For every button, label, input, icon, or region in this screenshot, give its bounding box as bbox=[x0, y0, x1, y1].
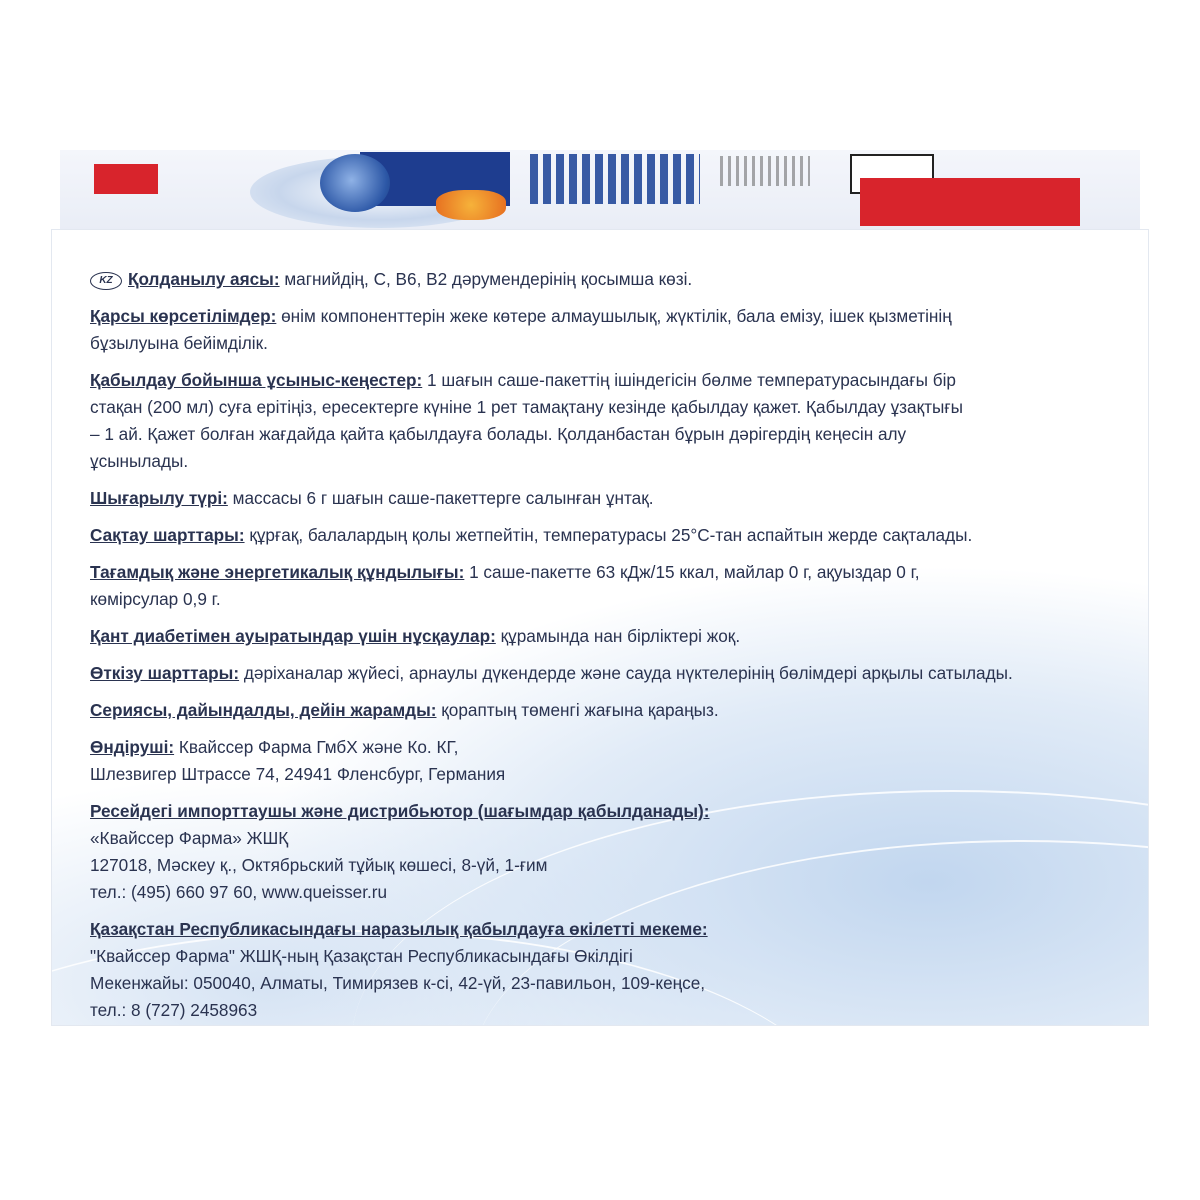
paragraph-line: – 1 ай. Қажет болған жағдайда қайта қабылдауға болады. Қолданбастан бұрын дәрігердің кеңесін алу bbox=[90, 424, 907, 444]
top-orange-image bbox=[436, 190, 506, 220]
paragraph-label: Қант диабетімен ауыратындар үшін нұсқаулар: bbox=[90, 626, 496, 646]
paragraph-text: құрамында нан бірліктері жоқ. bbox=[495, 626, 741, 646]
info-paragraph bbox=[90, 485, 1120, 512]
paragraph-text: Квайссер Фарма ГмбХ және Ко. КГ, bbox=[174, 737, 459, 757]
paragraph-line bbox=[90, 485, 1120, 512]
box-top-face bbox=[60, 150, 1140, 230]
top-red-panel bbox=[860, 178, 1080, 226]
info-paragraph bbox=[90, 734, 1120, 788]
info-paragraph bbox=[90, 266, 1120, 293]
paragraph-label: Өндіруші: bbox=[90, 737, 175, 757]
kz-badge: KZ bbox=[90, 272, 122, 290]
top-small-text bbox=[720, 156, 810, 186]
paragraph-label: Қабылдау бойынша ұсыныс-кеңестер: bbox=[90, 370, 423, 390]
paragraph-text: өнім компоненттерін жеке көтере алмаушылық, жүктілік, бала емізу, ішек қызметінің bbox=[276, 306, 952, 326]
paragraph-text: магнийдің, С, В6, В2 дәрумендерінің қосымша көзі. bbox=[279, 269, 693, 289]
paragraph-line bbox=[90, 266, 1120, 293]
paragraph-line bbox=[90, 367, 1120, 394]
paragraph-line: тел.: (495) 660 97 60, www.queisser.ru bbox=[90, 882, 388, 902]
top-red-label bbox=[94, 164, 158, 194]
info-paragraph bbox=[90, 660, 1120, 687]
paragraph-line: ұсынылады. bbox=[90, 451, 189, 471]
paragraph-label: Шығарылу түрі: bbox=[90, 488, 228, 508]
paragraph-line bbox=[90, 697, 1120, 724]
paragraph-line bbox=[90, 798, 1120, 825]
paragraph-label: Ресейдегі импорттаушы және дистрибьютор (шағымдар қабылданады): bbox=[90, 801, 710, 821]
paragraph-line: 127018, Мәскеу қ., Октябрьский тұйық көшесі, 8-үй, 1-ғим bbox=[90, 855, 548, 875]
paragraph-line bbox=[90, 660, 1120, 687]
paragraph-line: бұзылуына бейімділік. bbox=[90, 333, 268, 353]
paragraph-line bbox=[90, 522, 1120, 549]
info-paragraph bbox=[90, 623, 1120, 650]
paragraph-label: Тағамдық және энергетикалық құндылығы: bbox=[90, 562, 465, 582]
paragraph-line: Шлезвигер Штрассе 74, 24941 Фленсбург, Германия bbox=[90, 764, 506, 784]
info-paragraph bbox=[90, 522, 1120, 549]
top-glass-image bbox=[320, 154, 390, 212]
paragraph-text: 1 шағын саше-пакеттің ішіндегісін бөлме температурасындағы бір bbox=[422, 370, 956, 390]
paragraph-label: Сериясы, дайындалды, дейін жарамды: bbox=[90, 700, 437, 720]
label-text-block bbox=[90, 266, 1120, 1025]
paragraph-line: көмірсулар 0,9 г. bbox=[90, 589, 221, 609]
paragraph-text: құрғақ, балалардың қолы жетпейтін, температурасы 25°С-тан аспайтын жерде сақталады. bbox=[244, 525, 973, 545]
paragraph-label: Өткізу шарттары: bbox=[90, 663, 240, 683]
info-paragraph bbox=[90, 798, 1120, 906]
info-paragraph bbox=[90, 303, 1120, 357]
info-paragraph bbox=[90, 559, 1120, 613]
paragraph-line: стақан (200 мл) суға ерітіңіз, ересектерге күніне 1 рет тамақтану кезінде қабылдау қажет. Қабылдау ұзақтығы bbox=[90, 397, 963, 417]
paragraph-line bbox=[90, 916, 1120, 943]
paragraph-line: "Квайссер Фарма" ЖШҚ-ның Қазақстан Республикасындағы Өкілдігі bbox=[90, 946, 633, 966]
paragraph-line: «Квайссер Фарма» ЖШҚ bbox=[90, 828, 289, 848]
paragraph-text: дәріханалар жүйесі, арнаулы дүкендерде және сауда нүктелерінің бөлімдері арқылы сатылады. bbox=[239, 663, 1013, 683]
paragraph-line: Мекенжайы: 050040, Алматы, Тимирязев к-сі, 42-үй, 23-павильон, 109-кеңсе, bbox=[90, 973, 706, 993]
paragraph-text: массасы 6 г шағын саше-пакеттерге салынған ұнтақ. bbox=[227, 488, 654, 508]
paragraph-label: Сақтау шарттары: bbox=[90, 525, 245, 545]
paragraph-label: Қазақстан Республикасындағы наразылық қабылдауға өкілетті мекеме: bbox=[90, 919, 708, 939]
paragraph-line: тел.: 8 (727) 2458963 bbox=[90, 1000, 258, 1020]
info-paragraph bbox=[90, 697, 1120, 724]
paragraph-label: Қолданылу аясы: bbox=[128, 269, 280, 289]
box-front-face bbox=[52, 230, 1148, 1025]
top-product-title bbox=[530, 154, 700, 204]
paragraph-line bbox=[90, 559, 1120, 586]
info-paragraph bbox=[90, 916, 1120, 1024]
info-paragraph bbox=[90, 367, 1120, 475]
paragraph-line bbox=[90, 303, 1120, 330]
paragraph-line bbox=[90, 734, 1120, 761]
paragraph-line bbox=[90, 623, 1120, 650]
paragraph-text: қораптың төменгі жағына қараңыз. bbox=[436, 700, 719, 720]
paragraph-label: Қарсы көрсетілімдер: bbox=[90, 306, 277, 326]
paragraph-text: 1 саше-пакетте 63 кДж/15 ккал, майлар 0 г, ақуыздар 0 г, bbox=[464, 562, 920, 582]
